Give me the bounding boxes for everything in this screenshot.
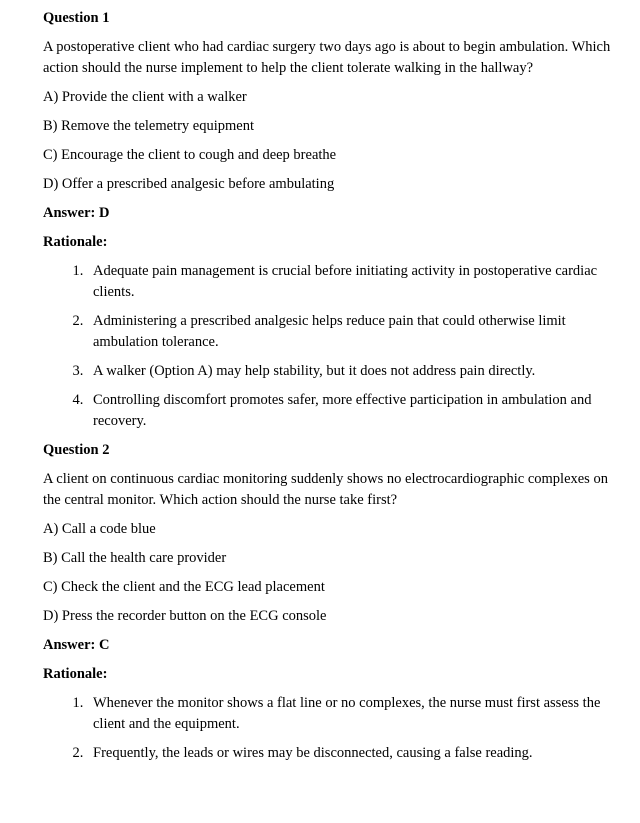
option-b: B) Remove the telemetry equipment — [43, 118, 254, 134]
rationale-item: 4. Controlling discomfort promotes safer, more effective participation in ambulation and recovery. — [87, 390, 612, 432]
question-heading: Question 1 — [43, 10, 110, 26]
option-a: A) Provide the client with a walker — [43, 89, 247, 105]
rationale-item: 1. Adequate pain management is crucial before initiating activity in postoperative cardiac clients. — [87, 261, 612, 303]
option-a: A) Call a code blue — [43, 521, 156, 537]
rationale-list — [43, 693, 612, 764]
rationale-item: 1. Whenever the monitor shows a flat line or no complexes, the nurse must first assess the client and the equipment. — [87, 693, 612, 735]
rationale-label: Rationale: — [43, 234, 108, 250]
rationale-item: 2. Administering a prescribed analgesic helps reduce pain that could otherwise limit ambulation tolerance. — [87, 311, 612, 353]
answer-line: Answer: D — [43, 205, 110, 221]
question-stem: A postoperative client who had cardiac surgery two days ago is about to begin ambulation. Which action should the nurse implement to help the client tolerate walking in the hallway? — [43, 39, 611, 76]
answer-line: Answer: C — [43, 637, 110, 653]
rationale-list — [43, 261, 612, 432]
question-heading: Question 2 — [43, 442, 110, 458]
option-d: D) Press the recorder button on the ECG console — [43, 608, 327, 624]
rationale-label: Rationale: — [43, 666, 108, 682]
option-b: B) Call the health care provider — [43, 550, 227, 566]
option-c: C) Encourage the client to cough and deep breathe — [43, 147, 337, 163]
option-c: C) Check the client and the ECG lead placement — [43, 579, 325, 595]
rationale-item: 2. Frequently, the leads or wires may be disconnected, causing a false reading. — [87, 743, 612, 764]
rationale-item: 3. A walker (Option A) may help stability, but it does not address pain directly. — [87, 361, 612, 382]
question-block-2 — [43, 440, 612, 764]
option-d: D) Offer a prescribed analgesic before ambulating — [43, 176, 335, 192]
question-stem: A client on continuous cardiac monitoring suddenly shows no electrocardiographic complexes on the central monitor. Which action should the nurse take first? — [43, 471, 608, 508]
question-block-1 — [43, 8, 612, 432]
